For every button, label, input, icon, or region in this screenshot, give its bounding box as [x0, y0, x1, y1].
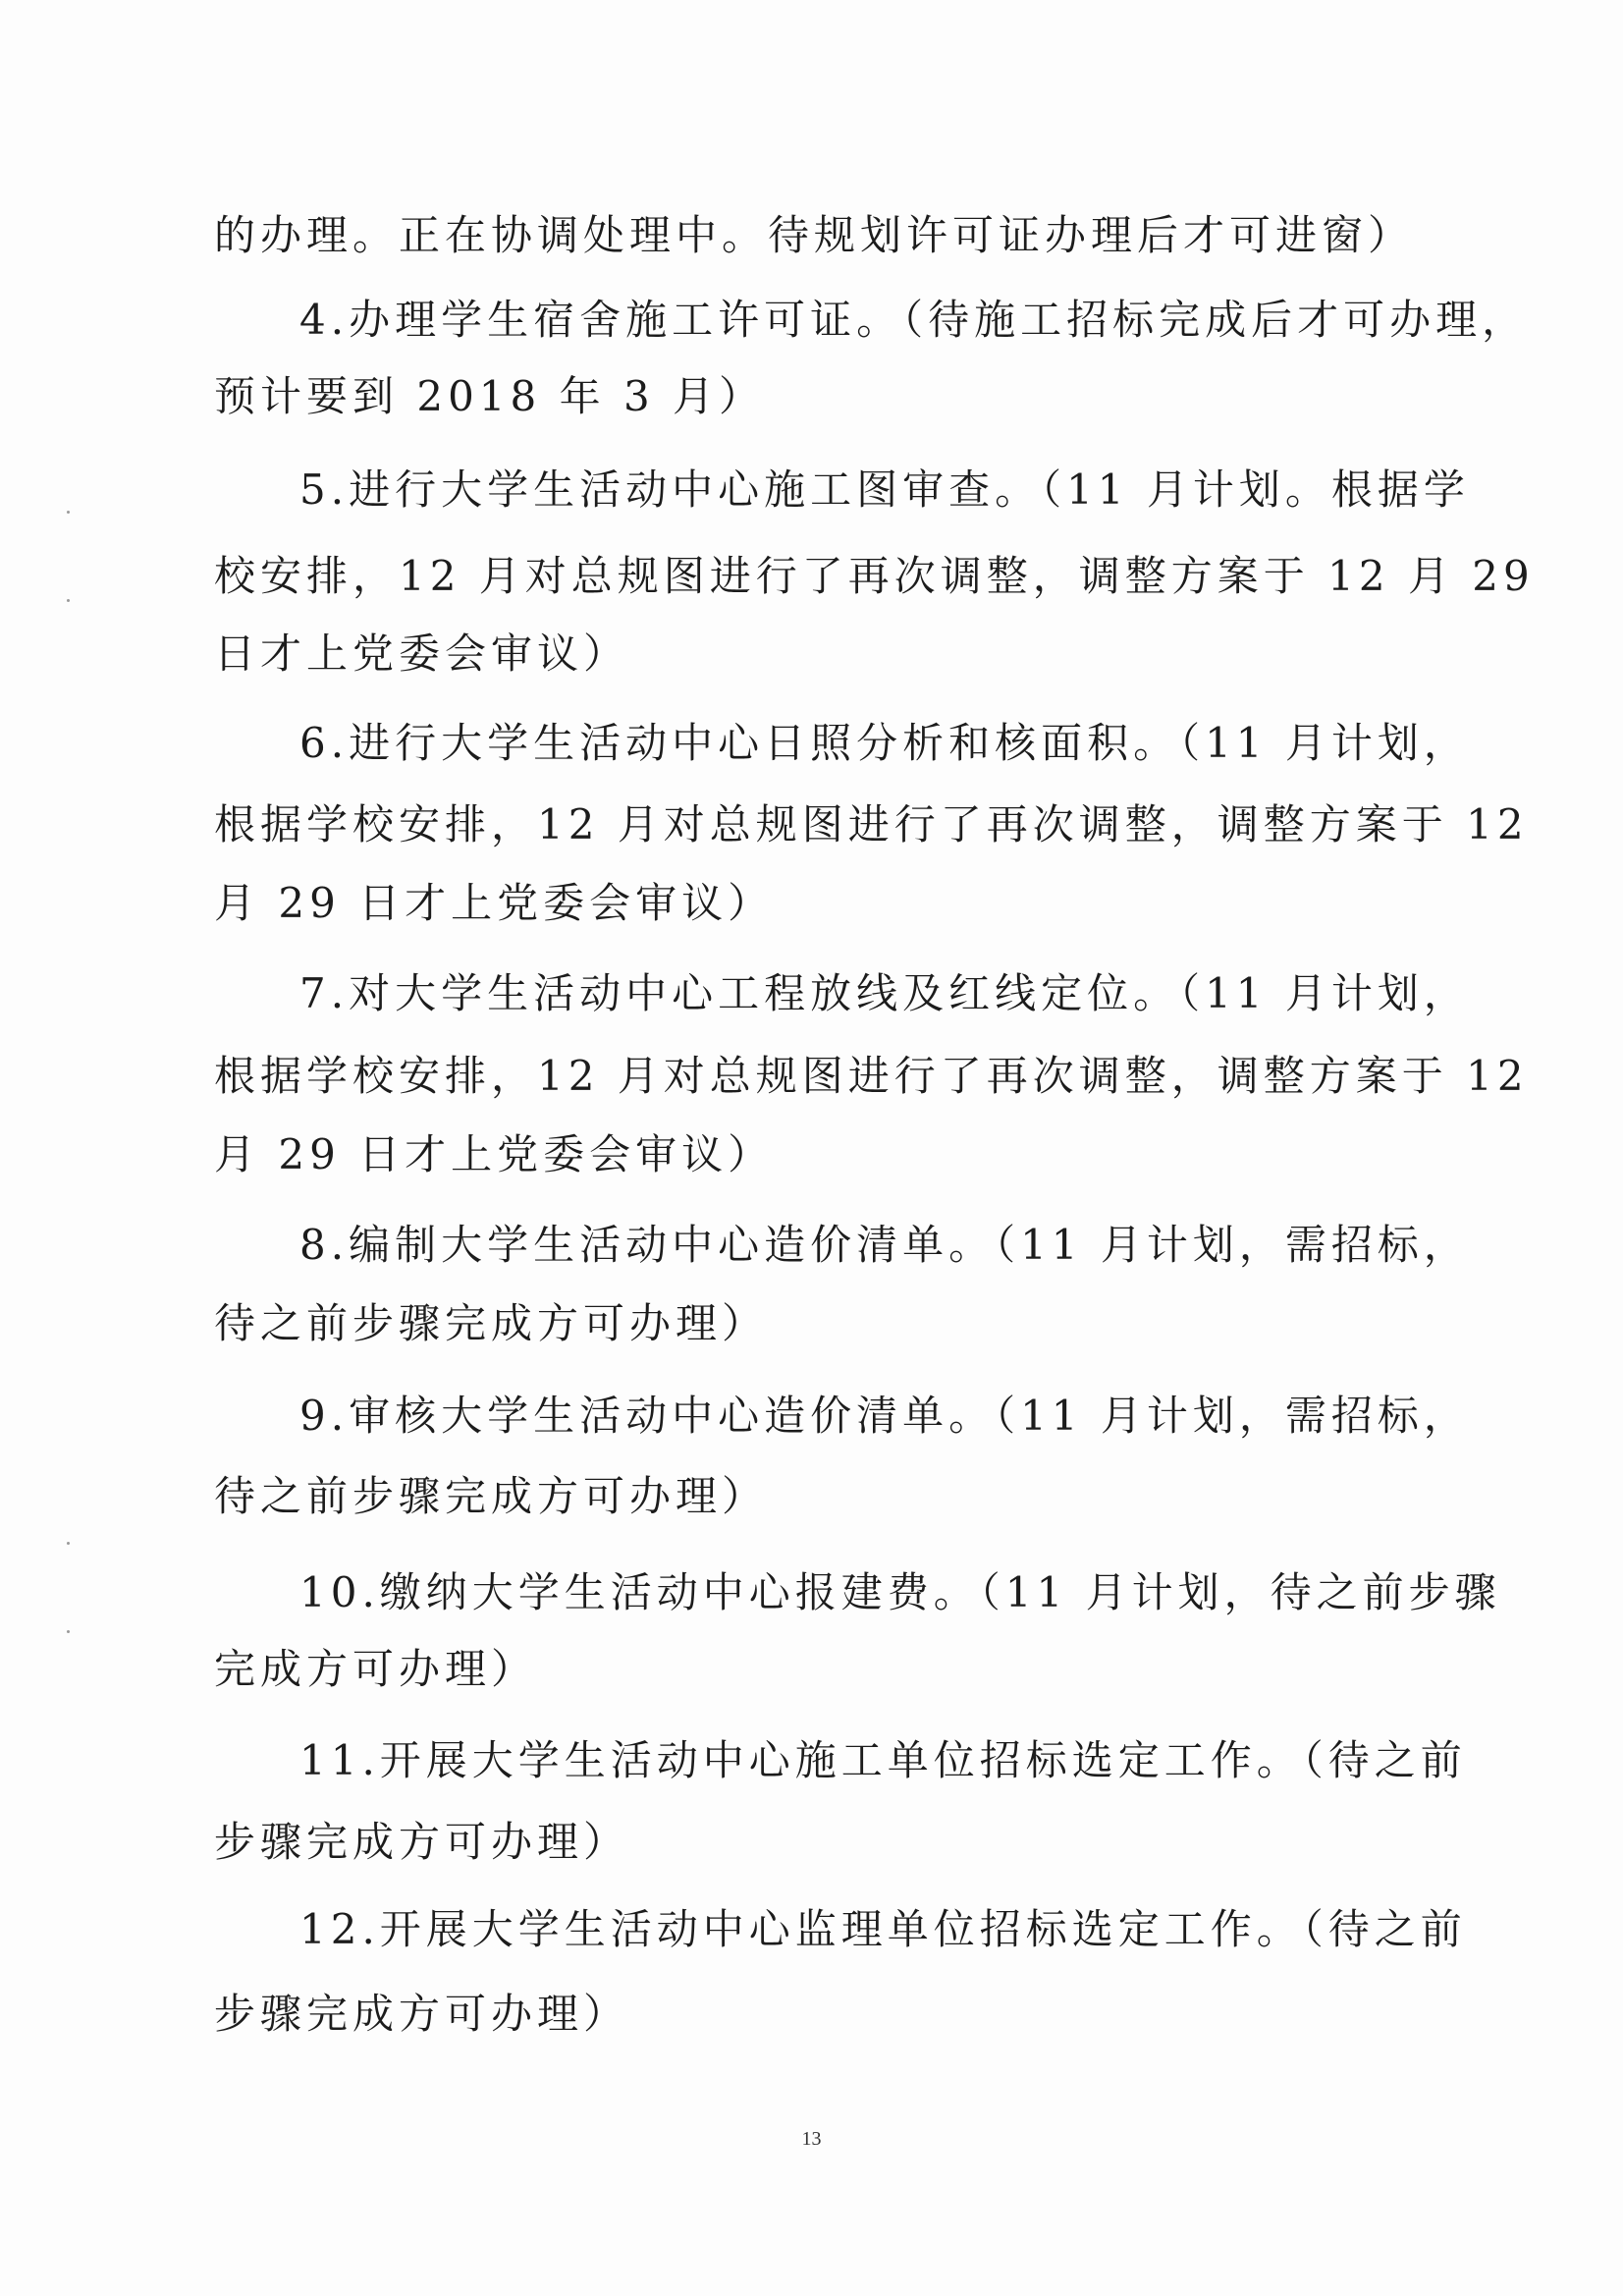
- item-12-line-1: 12.开展大学生活动中心监理单位招标选定工作。（待之前: [299, 1905, 1467, 1953]
- item-8-line-1: 8.编制大学生活动中心造价清单。（11 月计划，需招标，: [299, 1221, 1470, 1269]
- item-6-line-1: 6.进行大学生活动中心日照分析和核面积。（11 月计划，: [299, 719, 1470, 767]
- scan-speck: [67, 1630, 70, 1633]
- item-6-line-2: 根据学校安排，12 月对总规图进行了再次调整，调整方案于 12: [214, 800, 1529, 848]
- item-7-line-1: 7.对大学生活动中心工程放线及红线定位。（11 月计划，: [299, 969, 1470, 1017]
- item-10-line-1: 10.缴纳大学生活动中心报建费。（11 月计划，待之前步骤: [299, 1568, 1501, 1616]
- item-8-line-2: 待之前步骤完成方可办理）: [214, 1299, 769, 1347]
- item-9-line-1: 9.审核大学生活动中心造价清单。（11 月计划，需招标，: [299, 1392, 1470, 1440]
- item-11-line-2: 步骤完成方可办理）: [214, 1818, 630, 1866]
- item-9-line-2: 待之前步骤完成方可办理）: [214, 1472, 769, 1520]
- item-7-line-3: 月 29 日才上党委会审议）: [214, 1130, 775, 1178]
- text-line-continuation: 的办理。正在协调处理中。待规划许可证办理后才可进窗）: [214, 211, 1415, 259]
- item-6-line-3: 月 29 日才上党委会审议）: [214, 879, 775, 927]
- scan-speck: [67, 511, 70, 514]
- item-5-line-2: 校安排，12 月对总规图进行了再次调整，调整方案于 12 月 29: [214, 552, 1535, 600]
- item-11-line-1: 11.开展大学生活动中心施工单位招标选定工作。（待之前: [299, 1736, 1467, 1784]
- scan-speck: [67, 1542, 70, 1545]
- item-5-line-3: 日才上党委会审议）: [214, 629, 630, 678]
- item-4-line-1: 4.办理学生宿舍施工许可证。（待施工招标完成后才可办理，: [299, 296, 1529, 344]
- item-4-line-2: 预计要到 2018 年 3 月）: [214, 372, 766, 420]
- scan-speck: [67, 599, 70, 602]
- item-12-line-2: 步骤完成方可办理）: [214, 1990, 630, 2038]
- item-10-line-2: 完成方可办理）: [214, 1645, 538, 1693]
- page-number: 13: [801, 2128, 822, 2150]
- item-7-line-2: 根据学校安排，12 月对总规图进行了再次调整，调整方案于 12: [214, 1052, 1529, 1100]
- item-5-line-1: 5.进行大学生活动中心施工图审查。（11 月计划。根据学: [299, 465, 1470, 514]
